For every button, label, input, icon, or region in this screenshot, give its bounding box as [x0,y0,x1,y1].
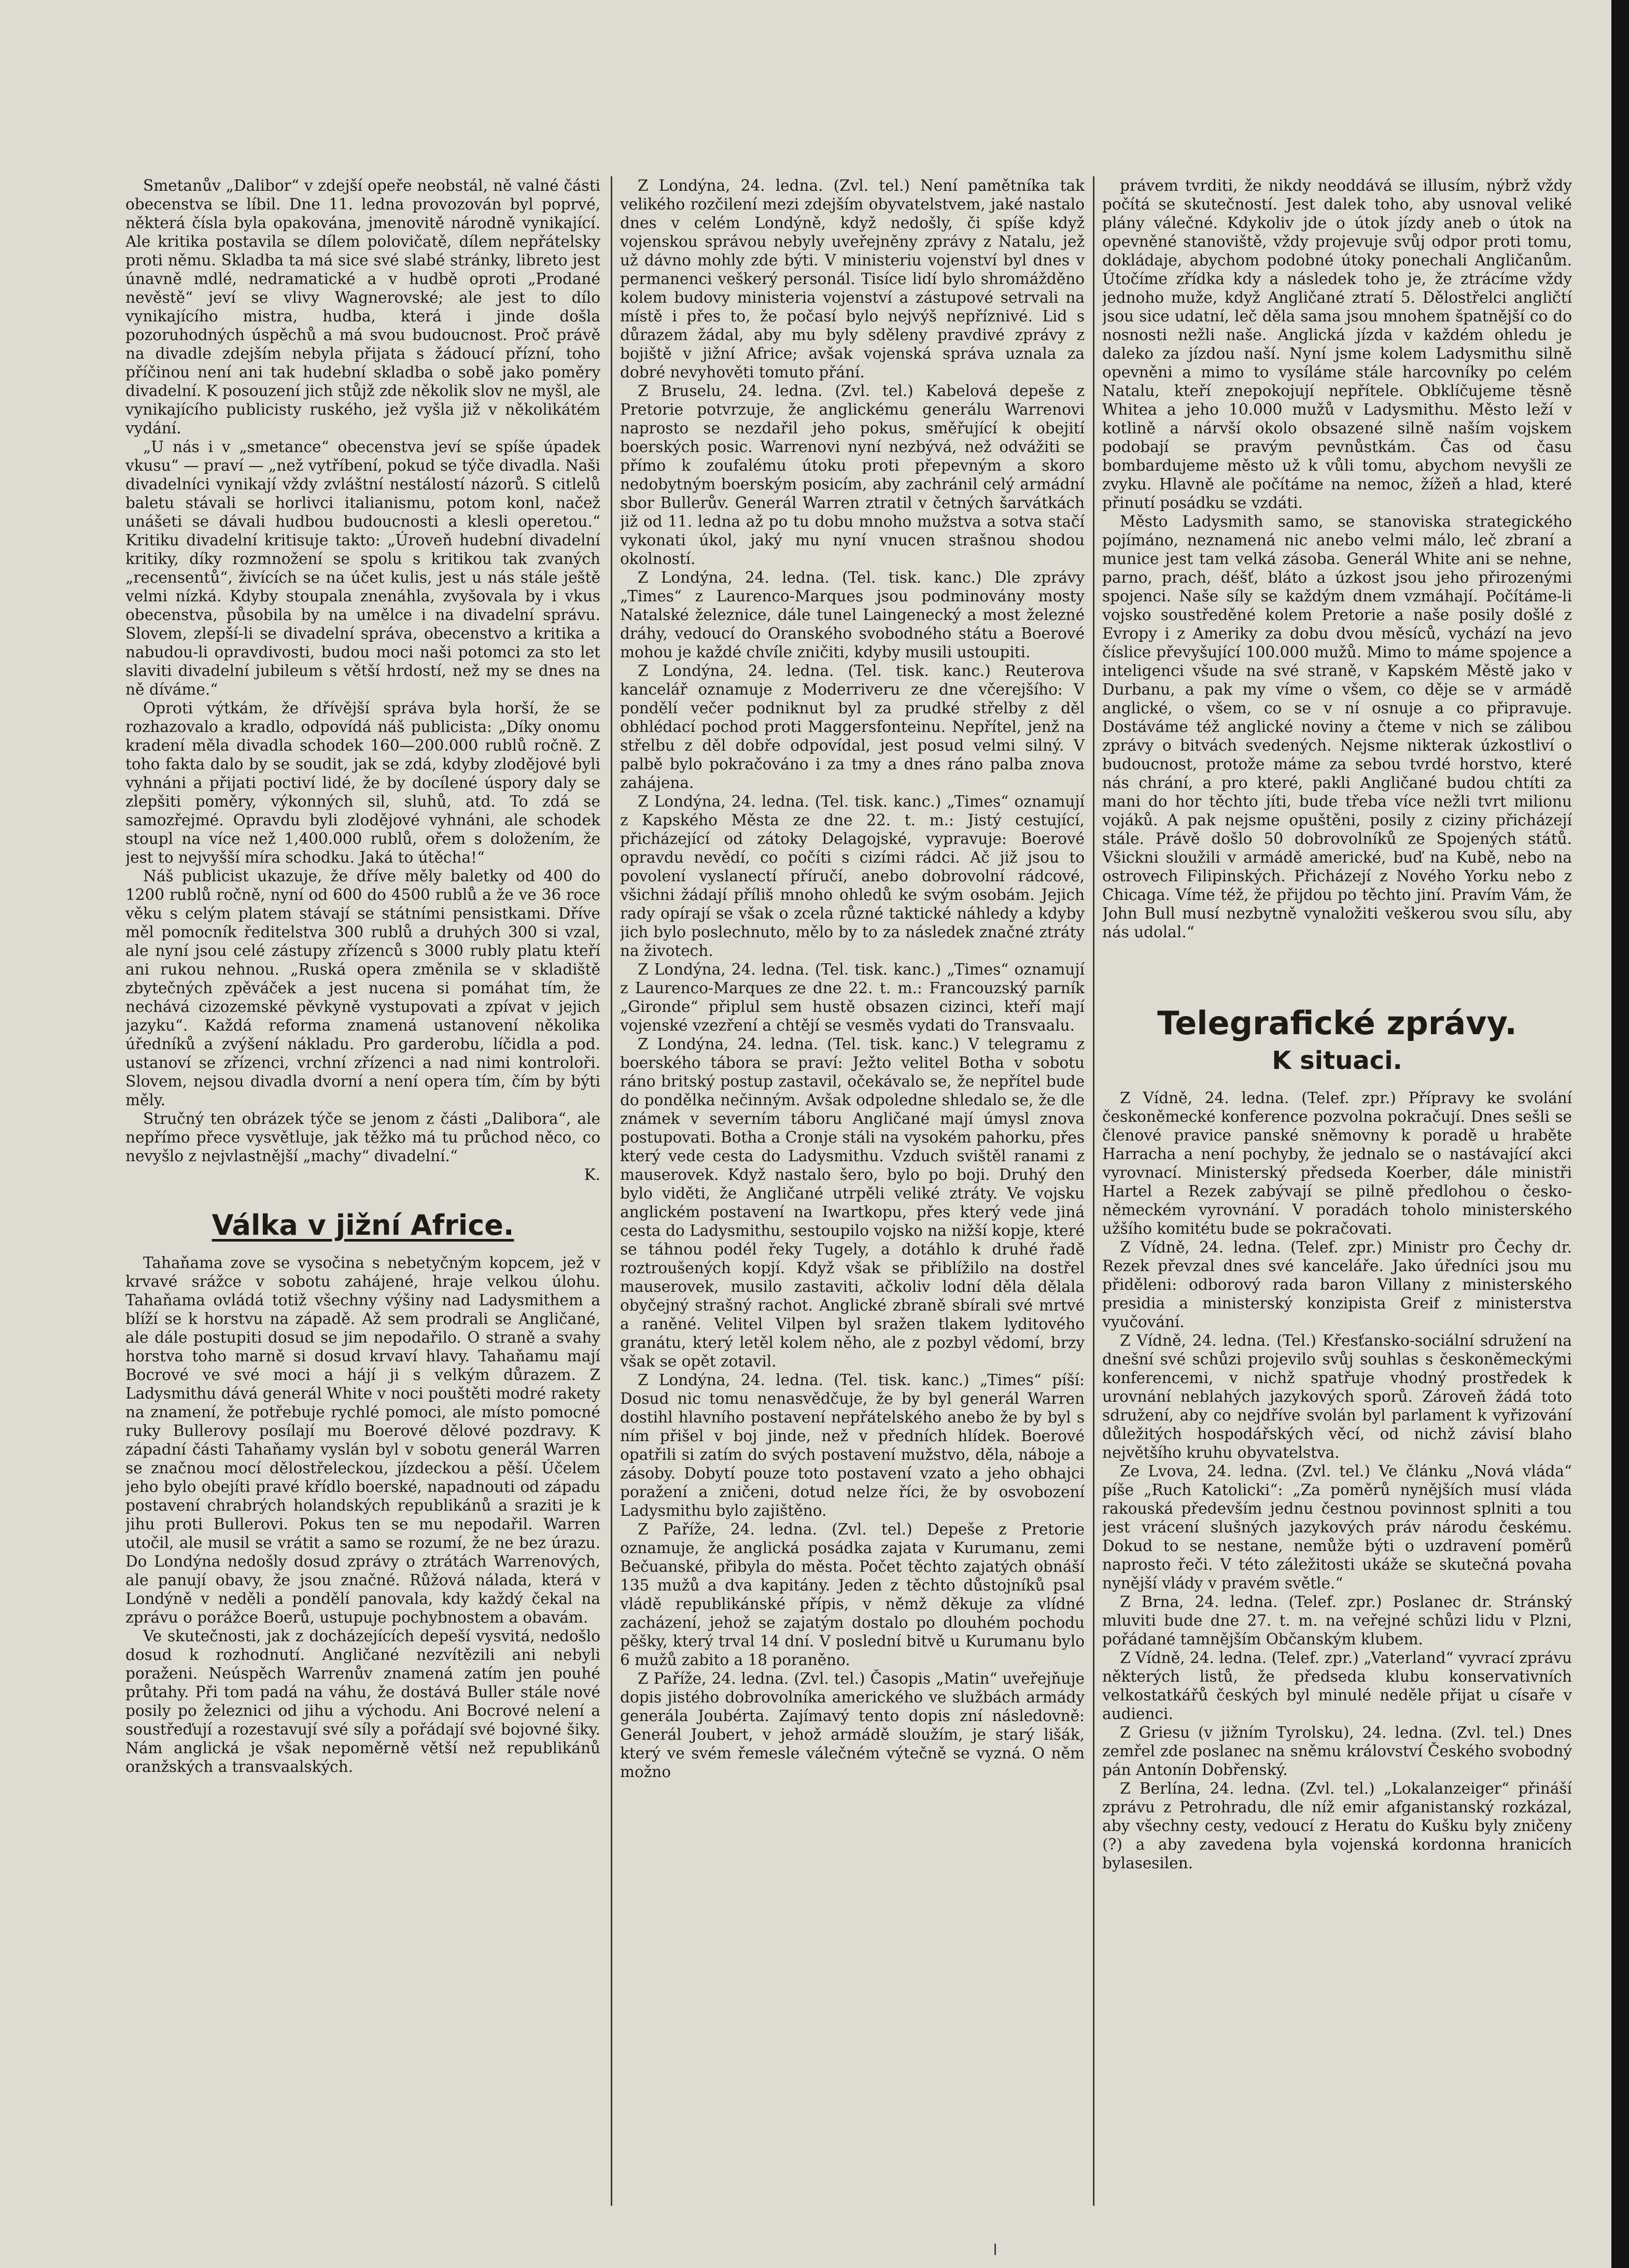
column-2 [620,176,1085,2206]
news-item: právem tvrditi, že nikdy neoddává se illusím, nýbrž vždy počítá se skutečností. Jest dalek toho, aby usnoval veliké plány válečné. Kdykoliv jde o útok jízdy aneb o útok na opevněné stanoviště, vždy projevuje svůj odpor proti tomu, dokládaje, abychom podobné útoky ponechali Angličanům. Útočíme zřídka kdy a následek toho je, že ztrácíme vždy jednoho muže, když Angličané ztratí 5. Dělostřelci angličtí jsou sice udatní, leč děla sama jsou mnohem špatnější co do nosnosti nežli naše. Anglická jízda v každém ohledu je daleko za jízdou naší. Nyní jsme kolem Ladysmithu silně opevněni a mimo to vysíláme stále harcovníky po celém Natalu, kteří znepokojují nepřítele. Obklíčujeme těsně Whitea a jeho 10.000 mužů v Ladysmithu. Město leží v kotlině a nárvší okolo obsazené silně naším vojskem podobají se pravým pevnůstkám. Čas od času bombardujeme město už k vůli tomu, abychom nevyšli ze zvyku. Hlavně ale počítáme na nemoc, žížeň a hlad, které přinutí posádku se vzdáti. [1102,177,1572,512]
news-item: Z Londýna, 24. ledna. (Tel. tisk. kanc.) „Times“ píší: Dosud nic tomu nenasvědčuje, že by byl generál Warren dostihl hlavního postavení nepřátelského anebo že by byl s ním přišel v boj jinde, než v předních hlídek. Boerové opatřili si zatím do svých postavení mužstvo, děla, náboje a zásoby. Dobytí pouze toto postavení vzato a jeho obhajci poražení a zničeni, dotud nelze říci, že by osvobození Ladysmithu bylo zajištěno. [620,1371,1085,1519]
news-item: Z Londýna, 24. ledna. (Tel. tisk. kanc.) V telegramu z boerského tábora se praví: Ježto velitel Botha v sobotu ráno britský postup zastavil, očekávalo se, že nepřítel bude do pondělka nečinným. Avšak odpoledne shledalo se, že dle známek v severním táboru Angličané mají úmysl znova postupovati. Botha a Cronje stáli na vysokém pahorku, přes který vede cesta do Ladysmithu. Vzduch svištěl ranami z mauserovek. Když nastalo šero, bylo po boji. Druhý den bylo viděti, že Angličané utrpěli veliké ztráty. Ve vojsku anglickém postavení na Iwartkopu, přes který vede jiná cesta do Ladysmithu, sestoupilo vojsko na nižší kopje, které se táhnou podél řeky Tugely, a dotáhlo k druhé řadě roztroušených kopjí. Když však se přiblížilo na dostřel mauserovek, musilo zastaviti, ačkoliv lodní děla dělala obyčejný strašný rachot. Anglické zbraně sbírali své mrtvé a raněné. Velitel Vilpen byl sražen tlakem lyditového granátu, který letěl kolem něho, ale z pozbyl vědomí, brzy však se opět zotavil. [620,1035,1085,1370]
section-heading-telegraph: Telegrafické zprávy. [1157,1004,1517,1042]
section-subheading: K situaci. [1272,1046,1402,1075]
article-signature: K. [584,1166,600,1184]
news-item: Z Bruselu, 24. ledna. (Zvl. tel.) Kabelová depeše z Pretorie potvrzuje, že anglickému generálu Warrenovi naprosto se nezdařil jeho pokus, směřující k obejití boerských posic. Warrenovi nyní nezbývá, než odvážiti se přímo k zoufalému útoku proti přepevným a skoro nedobytným boerským posicím, aby zachránil celý armádní sbor Bullerův. Generál Warren ztratil v četných šarvátkách již od 11. ledna až po tu dobu mnoho mužstva a sotva stačí vykonati úkol, jaký mu nyní vnucen strašnou shodou okolností. [620,382,1085,568]
news-item: Město Ladysmith samo, se stanoviska strategického pojímáno, neznamená nic anebo velmi málo, leč zbraní a munice jest tam velká zásoba. Generál White ani se nehne, parno, prach, déšť, bláto a úzkost jsou jeho přirozenými spojenci. Naše síly se každým dnem vzmáhají. Počítáme-li vojsko soustředěné kolem Pretorie a naše posily došlé z Evropy i z Ameriky za dobu dvou měsíců, vychází na jevo číslice převyšující 100.000 mužů. Mimo to máme spojence a inteligenci všude na své straně, v Kapském Městě jako v Durbanu, a pak my víme o všem, co děje se v armádě anglické, o všem, co se v ní osnuje a co připravuje. Dostáváme též anglické noviny a čteme v nich se zálibou zprávy o bitvách svedených. Nejsme nikterak úzkostliví o budoucnost, protože máme za sebou tvrdé horstvo, které nás chrání, a pro které, pakli Angličané budou chtíti za mani do hor těchto jíti, bude třeba více nežli tvrt milionu vojáků. A pak nejsme opuštěni, posily z ciziny přicházejí stále. Právě došlo 50 dobrovolníků ze Spojených států. Všickni sloužili v armádě americké, buď na Kubě, nebo na ostrovech Filipinských. Přicházejí z Nového Yorku nebo z Chicaga. Víme též, že přijdou po těchto jiní. Pravím Vám, že John Bull musí nezbytně vynaložiti veškerou svou sílu, aby nás udolal.“ [1102,513,1572,941]
news-item: Z Londýna, 24. ledna. (Tel. tisk. kanc.) Reuterova kancelář oznamuje z Moderriveru ze dne včerejšího: V pondělí večer podniknut byl za prudké střelby z děl obhlédací pochod proti Maggersfonteinu. Nepřítel, jenž na střelbu z děl dobře odpovídal, jest posud velmi silný. V palbě bylo pokračováno i za tmy a dnes ráno palba znova zahájena. [620,662,1085,792]
article-paragraph: Náš publicist ukazuje, že dříve měly baletky od 400 do 1200 rublů ročně, nyní od 600 do 4500 rublů a že ve 36 roce věku s celým platem stávají se státními pensistkami. Dříve měl pomocník ředitelstva 300 rublů a druhých 300 si vzal, ale nyní jsou celé zástupy zřízenců s 3000 rubly platu kteří ani rukou nehnou. „Ruská opera změnila se v skladiště zbytečných zpěváček a jest nucena si pomáhat tím, že nechává cizozemské pěvkyně vystupovati a zpívat v jejich jazyku“. Každá reforma znamená ustanovení několika úředníků a zvýšení nákladu. Pro garderobu, líčidla a pod. ustanoví se zřízenci, vrchní zřízenci a nad nimi kontroloři. Slovem, nejsou divadla dvorní a není opera tím, čím by býti měly. [125,867,600,1109]
news-item: Ze Lvova, 24. ledna. (Zvl. tel.) Ve článku „Nová vláda“ píše „Ruch Katolicki“: „Za poměrů nynějších musí vláda rakouská především jednu čestnou povinnost splniti a tou jest vrácení slušných jazykových práv národu českému. Dokud to se nestane, nemůže býti o uzdravení poměrů naprosto řeči. V této záležitosti ukáže se skutečná povaha nynější vlády v pravém světle.“ [1102,1462,1572,1592]
article-paragraph: „U nás i v „smetance“ obecenstva jeví se spíše úpadek vkusu“ — praví — „než vytříbení, pokud se týče divadla. Naši divadelníci vynikají vždy zvláštní nestálostí názorů. S citlelů baletu stávali se horlivci italianismu, potom konl, načež unášeti se dávali hudbou budoucnosti a klesli operetou.“ Kritiku divadelní kritisuje takto: „Úroveň hudební divadelní kritiky, díky rozmnožení se spolu s kritikou tak zvaných „recensentů“, živících se na účet kulis, jest u nás stále ještě velmi nízká. Kdyby stoupala znenáhla, zvyšovala by i vkus obecenstva, působila by na umělce i na divadelní správu. Slovem, zlepší-li se divadelní správa, obecenstvo a kritika a nabudou-li opravdivosti, budou moci naši potomci za sto let slaviti divadelní jubileum s větší hrdostí, než my se dnes na ně díváme.“ [125,438,600,698]
column-rule-left [611,176,612,2206]
article-paragraph: Tahaňama zove se vysočina s nebetyčným kopcem, jež v krvavé srážce v sobotu zahájené, hraje velkou úlohu. Tahaňama ovládá totiž všechny výšiny nad Ladysmithem a blíží se k horstvu na západě. Až sem prodrali se Angličané, ale dále postupiti dosud se jim nepodařilo. O straně a svahy horstva toho marně si dosud krvaví hlavy. Tahaňamu mají Bocrové ve své moci a hájí ji s velkým důrazem. Z Ladysmithu dává generál White v noci pouštěti modré rakety na znamení, že potřebuje rychlé pomoci, ale místo pomocné ruky Bullerovy posílají mu Boerové dělové pozdravy. K západní části Tahaňamy vyslán byl v sobotu generál Warren se značnou mocí dělostřeleckou, jízdeckou a pěší. Účelem jeho bylo obejíti pravé křídlo boerské, napadnouti od západu postavení chrabrých holandských republikánů a sraziti je k jihu proti Bullerovi. Pokus ten se mu nepodařil. Warren utočil, ale musil se vrátit a samo se rozumí, že ne bez úrazu. Do Londýna nedošly dosud zprávy o ztrátách Warrenových, ale panují obavy, že jsou značné. Růžová nálada, která v Londýně v neděli a pondělí panovala, kdy každý čekal na zprávu o porážce Boerů, ustupuje pochybnostem a obavám. [125,1254,600,1626]
section-heading-war: Válka v jižní Africe. [212,1209,514,1242]
article-paragraph: Stručný ten obrázek týče se jenom z části „Dalibora“, ale nepřímo přece vysvětluje, jak těžko má tu průchod něco, co nevyšlo z nejvlastnější „machy“ divadelní.“ [125,1110,600,1165]
fold-mark [994,2244,996,2255]
news-item: Z Griesu (v jižním Tyrolsku), 24. ledna. (Zvl. tel.) Dnes zemřel zde poslanec na sněmu království Českého svobodný pán Antonín Dobřenský. [1102,1724,1572,1779]
article-paragraph: Oproti výtkám, že dřívější správa byla horší, že se rozhazovalo a kradlo, odpovídá náš publicista: „Díky onomu kradení měla divadla schodek 160—200.000 rublů ročně. Z toho fakta dalo by se soudit, jak se zdá, kdyby zlodějové byli vyhnáni a přijati poctiví lidé, že by docílené úspory daly se zlepšiti poměry, výkonných sil, sluhů, atd. To zdá se samozřejmé. Opravdu byli zlodějové vyhnáni, ale schodek stoupl na více než 1,400.000 rublů, ořem s doložením, že jest to nejvyšší míra schodku. Jaká to útěcha!“ [125,699,600,866]
news-item: Z Vídně, 24. ledna. (Telef. zpr.) Přípravy ke svolání českoněmecké konference pozvolna pokračují. Dnes sešli se členové pravice panské sněmovny k poradě u hraběte Harracha a není pochyby, že jednalo se o nastávající akci vyrovnací. Ministerský předseda Koerber, dále ministři Hartel a Rezek zabývají se pilně předlohou o česko-německém vyrovnání. V poradách toholo ministerského užšího komitétu bude se pokračovati. [1102,1089,1572,1237]
article-paragraph: Ve skutečnosti, jak z docházejících depeší vysvitá, nedošlo dosud k rozhodnutí. Angličané nezvítězili ani nebyli poraženi. Neúspěch Warrenův znamená zatím jen pouhé průtahy. Při tom padá na váhu, že dostává Buller stále nové posily po železnici od jihu a východu. Ani Bocrové nelení a soustřeďují a rozestavují své síly a pořádají své bojovné šiky. Nám anglická je však nepoměrně větší než republikánů oranžských a transvaalských. [125,1627,600,1776]
article-paragraph: Smetanův „Dalibor“ v zdejší opeře neobstál, ně valné části obecenstva se líbil. Dne 11. ledna provozován byl poprvé, některá čísla byla opakována, jmenovitě národně vynikající. Ale kritika postavila se dílem polovičatě, dílem nepřátelsky proti němu. Skladba ta má sice své slabé stránky, libreto jest únavně mdlé, nedramatické a v hudbě oproti „Prodané nevěstě“ jeví se vlivy Wagnerovské; ale jest to dílo vynikajícího mistra, hudba, která i jinde došla pozoruhodných úspěchů a má svou budoucnost. Proč právě na divadle zdejším nebyla přijata s žádoucí přízní, toho příčinou není ani tak hudební skladba o sobě jako poměry divadelní. K posouzení jich stůjž zde několik slov ne myšl, ale vynikajícího publicisty ruského, jež vyšla již v několikátém vydání. [125,177,600,437]
news-item: Z Vídně, 24. ledna. (Telef. zpr.) „Vaterland“ vyvrací zprávu některých listů, že předseda klubu konservativních velkostatkářů českých byl minulé neděle přijat u císaře v audienci. [1102,1649,1572,1723]
news-item: Z Vídně, 24. ledna. (Telef. zpr.) Ministr pro Čechy dr. Rezek převzal dnes své kanceláře. Jako úředníci jsou mu přiděleni: odborový rada baron Villany z ministerského presidia a ministerský konzipista Greif z ministerstva vyučování. [1102,1238,1572,1331]
news-item: Z Paříže, 24. ledna. (Zvl. tel.) Depeše z Pretorie oznamuje, že anglická posádka zajata v Kurumanu, zemi Bečuanské, přibyla do města. Počet těchto zajatých obnáší 135 mužů a dva kapitány. Jeden z těchto důstojníků psal vládě republikánské přípis, v němž děkuje za vlídné zacházení, jehož se zajatým dostalo po dlouhém pochodu pěšky, který trval 14 dní. V poslední bitvě u Kurumanu bylo 6 mužů zabito a 18 poraněno. [620,1520,1085,1669]
scan-edge [1611,0,1629,2268]
column-rule-right [1093,176,1094,2206]
column-1 [125,176,600,2206]
news-item: Z Londýna, 24. ledna. (Tel. tisk. kanc.) Dle zprávy „Times“ z Laurenco-Marques jsou podminovány mosty Natalské železnice, dále tunel Laingenecký a most železné dráhy, vedoucí do Oranského svobodného státu a Boerové mohou je každé chvíle zničiti, kdyby musili ustoupiti. [620,569,1085,661]
news-item: Z Londýna, 24. ledna. (Zvl. tel.) Není pamětníka tak velikého rozčilení mezi zdejším obyvatelstvem, jaké nastalo dnes v celém Londýně, když nedošly, či spíše když vojenskou správou nebyly uveřejněny zprávy z Natalu, jež už dávno mohly zde býti. V ministeriu vojenství byl dnes v permanenci veškerý personál. Tisíce lidí bylo shromážděno kolem budovy ministeria vojenství a zástupové setrvali na místě i přes to, že počasí bylo nejvýš nepříznivé. Lid s důrazem žádal, aby mu byly sděleny pravdivé zprávy z bojiště v jižní Africe; avšak vojenská správa uznala za dobré nevyhověti tomuto přání. [620,177,1085,381]
news-item: Z Berlína, 24. ledna. (Zvl. tel.) „Lokalanzeiger“ přináší zprávu z Petrohradu, dle níž emir afganistanský rozkázal, aby všechny cesty, vedoucí z Heratu do Kušku byly zničeny (?) a aby zavedena byla vojenská kordonna hranicích bylasesilen. [1102,1780,1572,1872]
news-item: Z Londýna, 24. ledna. (Tel. tisk. kanc.) „Times“ oznamují z Laurenco-Marques ze dne 22. t. m.: Francouzský parník „Gironde“ připlul sem hustě obsazen cizinci, kteří mají vojenské vzezření a chtějí se vesměs vydati do Transvaalu. [620,961,1085,1034]
news-item: Z Brna, 24. ledna. (Telef. zpr.) Poslanec dr. Stránský mluviti bude dne 27. t. m. na veřejné schůzi lidu v Plzni, pořádané tamnějším Občanským klubem. [1102,1593,1572,1648]
news-item: Z Londýna, 24. ledna. (Tel. tisk. kanc.) „Times“ oznamují z Kapského Města ze dne 22. t. m.: Jistý cestující, přicházející od zátoky Delagojské, vypravuje: Boerové opravdu nevědí, co počíti s cizími rádci. Ač již jsou to povolení vyslanectí příručí, anebo dobrovolní rádcové, všichni žádají příliš mnoho ohledů ke svým osobám. Jejich rady opírají se však o zcela různé taktické náhledy a kdyby jich bylo poslechnuto, mělo by to za následek značné ztráty na životech. [620,793,1085,960]
news-item: Z Paříže, 24. ledna. (Zvl. tel.) Časopis „Matin“ uveřejňuje dopis jistého dobrovolníka amerického ve službách armády generála Joubérta. Zajímavý tento dopis zní následovně: Generál Joubert, v jehož armádě sloužím, je starý lišák, který ve svém řemesle válečném výtečně se vyzná. O něm možno [620,1670,1085,1781]
column-3 [1102,176,1572,2206]
news-item: Z Vídně, 24. ledna. (Tel.) Křesťansko-sociální sdružení na dnešní své schůzi projevilo svůj souhlas s českoněmeckými konferencemi, v nichž spatřuje vhodný prostředek k urovnání neblahých jazykových sporů. Zároveň žádá toto sdružení, aby co nejdříve svolán byl parlament k vyřizování důležitých hospodářských věcí, od nichž závisí blaho největšího kruhu obyvatelstva. [1102,1332,1572,1461]
